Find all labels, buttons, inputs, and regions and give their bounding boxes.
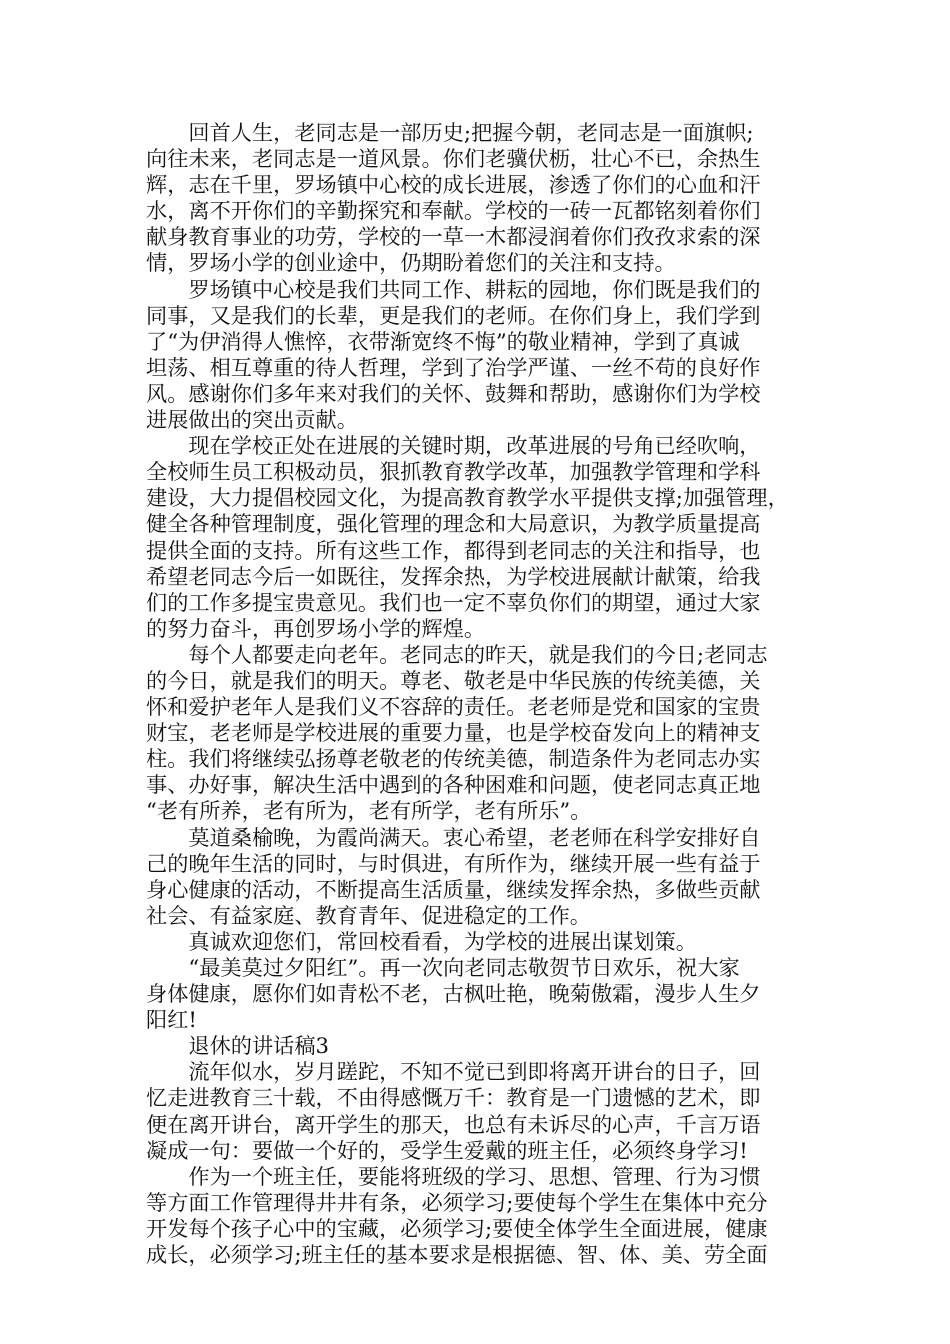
document-page [146, 120, 810, 1268]
paragraph: “最美莫过夕阳红”。再一次向老同志敬贺节日欢乐，祝大家 身体健康，愿你们如青松不老，古枫吐艳，晚菊傲霜，漫步人生夕 阳红! [146, 955, 761, 1033]
paragraph: 罗场镇中心校是我们共同工作、耕耘的园地，你们既是我们的 同事，又是我们的长辈，更是我们的老师。在你们身上，我们学到 了“为伊消得人憔悴，衣带渐宽终不悔”的敬业精神，学到了真诚 坦荡、相互尊重的待人哲理，学到了治学严谨、一丝不苟的良好作 风。感谢你们多年来对我们的关怀、鼓舞和帮助，感谢你们为学校 进展做出的突出贡献。 [146, 276, 761, 433]
section-heading: 退休的讲话稿3 [188, 1033, 329, 1059]
paragraph: 流年似水，岁月蹉跎，不知不觉已到即将离开讲台的日子，回 忆走进教育三十载，不由得感慨万千：教育是一门遗憾的艺术，即 便在离开讲台，离开学生的那天，也总有未诉尽的心声，千言万语 凝成一句：要做一个好的，受学生爱戴的班主任，必须终身学习! [146, 1059, 761, 1163]
paragraph: 作为一个班主任，要能将班级的学习、思想、管理、行为习惯 等方面工作管理得井井有条，必须学习;要使每个学生在集体中充分 开发每个孩子心中的宝藏，必须学习;要使全体学生全面进展，健康 成长，必须学习;班主任的基本要求是根据德、智、体、美、劳全面 [146, 1163, 768, 1268]
paragraph: 真诚欢迎您们，常回校看看，为学校的进展出谋划策。 [188, 928, 697, 954]
paragraph: 每个人都要走向老年。老同志的昨天，就是我们的今日;老同志 的今日，就是我们的明天。尊老、敬老是中华民族的传统美德，关 怀和爱护老年人是我们义不容辞的责任。老老师是党和国家的宝贵 财宝，老老师是学校进展的重要力量，也是学校奋发向上的精神支 柱。我们将继续弘扬尊老敬老的传统美德，制造条件为老同志办实 事、办好事，解决生活中遇到的各种困难和问题，使老同志真正地 “老有所养，老有所为，老有所学，老有所乐”。 [146, 641, 768, 824]
paragraph: 莫道桑榆晚，为霞尚满天。衷心希望，老老师在科学安排好自 己的晚年生活的同时，与时俱进，有所作为，继续开展一些有益于 身心健康的活动，不断提高生活质量，继续发挥余热，多做些贡献 社会、有益家庭、教育青年、促进稳定的工作。 [146, 824, 761, 928]
paragraph: 回首人生，老同志是一部历史;把握今朝，老同志是一面旗帜; 向往未来，老同志是一道风景。你们老骥伏枥，壮心不已，余热生 辉，志在千里，罗场镇中心校的成长进展，渗透了你们的心血和汗 水，离不开你们的辛勤探究和奉献。学校的一砖一瓦都铭刻着你们 献身教育事业的功劳，学校的一草一木都浸润着你们孜孜求索的深 情，罗场小学的创业途中，仍期盼着您们的关注和支持。 [146, 120, 761, 276]
paragraph: 现在学校正处在进展的关键时期，改革进展的号角已经吹响， 全校师生员工积极动员，狠抓教育教学改革，加强教学管理和学科 建设，大力提倡校园文化，为提高教育教学水平提供支撑;加强管理， 健全各种管理制度，强化管理的理念和大局意识，为教学质量提高 提供全面的支持。所有这些工作，都得到老同志的关注和指导，也 希望老同志今后一如既往，发挥余热，为学校进展献计献策，给我 们的工作多提宝贵意见。我们也一定不辜负你们的期望，通过大家 的努力奋斗，再创罗场小学的辉煌。 [146, 433, 789, 641]
